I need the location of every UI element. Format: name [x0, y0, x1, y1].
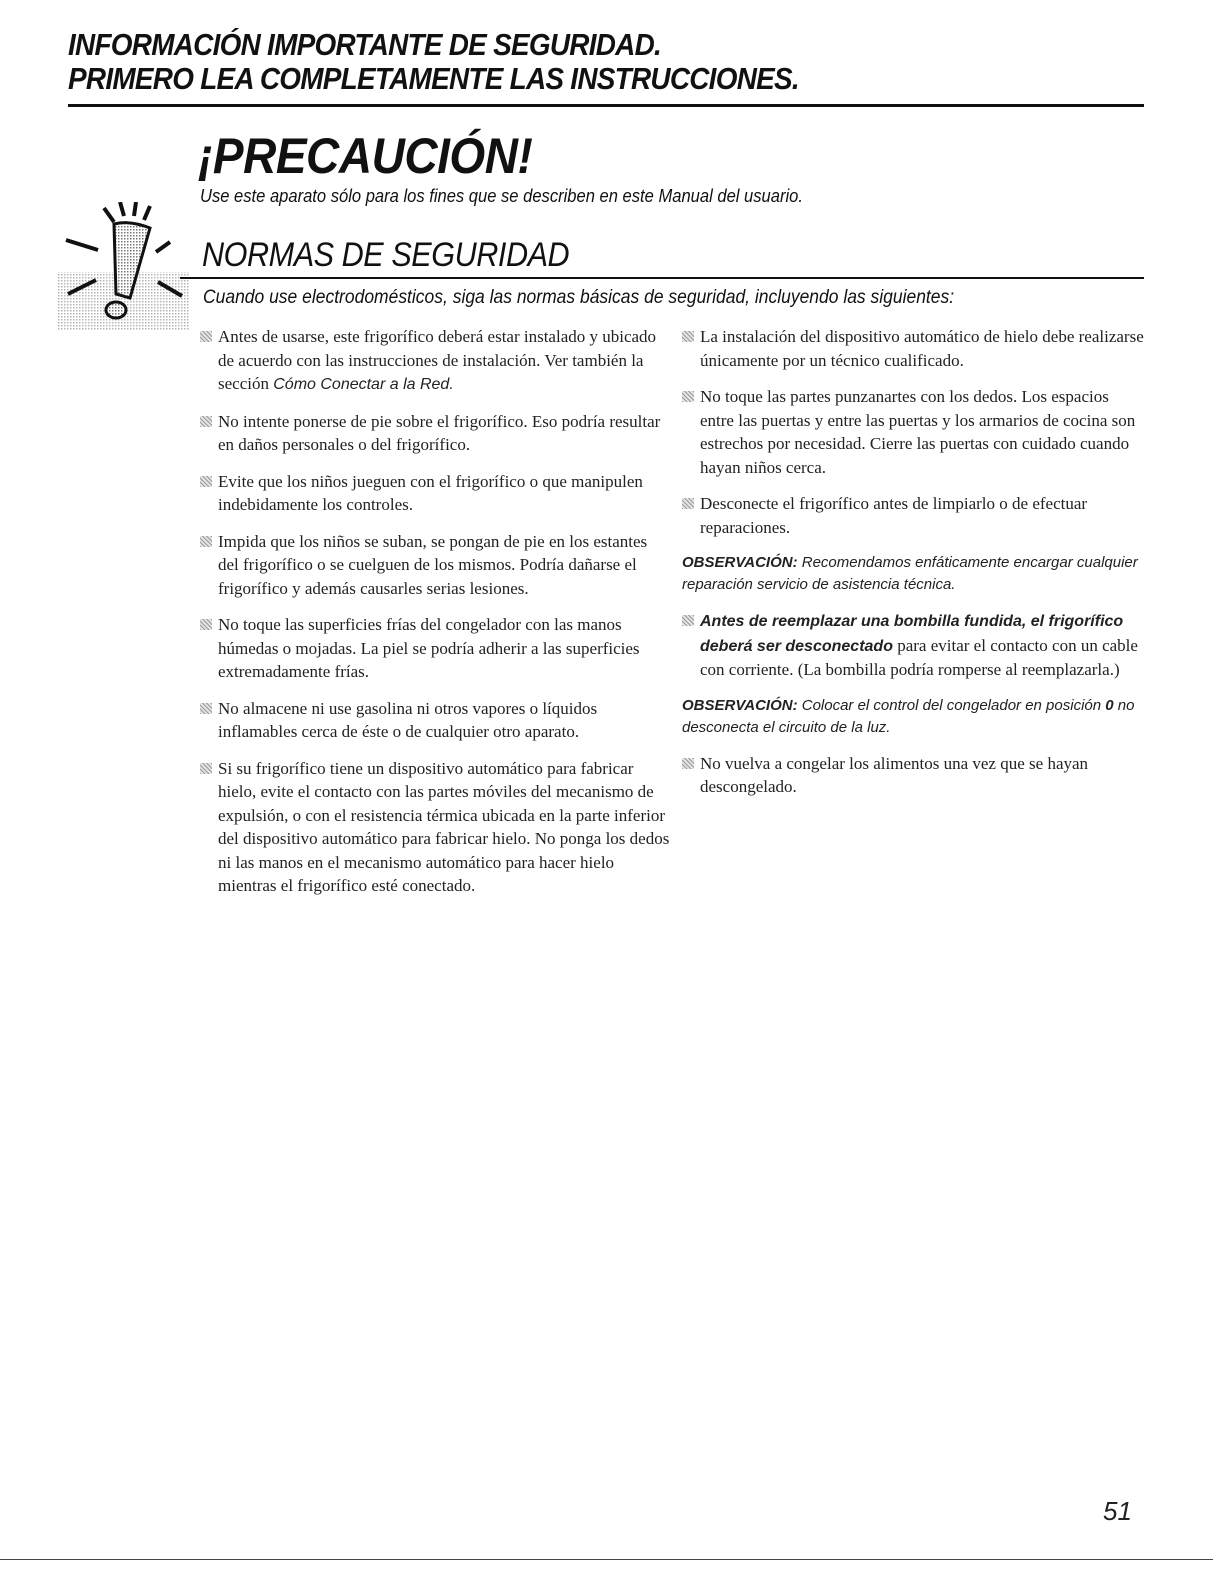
bullet-icon: [200, 703, 212, 714]
list-item: [682, 609, 1144, 682]
precaucion-subtitle: Use este aparato sólo para los fines que se describen en este Manual del usuario.: [200, 186, 803, 206]
list-item: [200, 613, 670, 684]
item-text: La instalación del dispositivo automático de hielo debe realizarse únicamente por un técnico cualificado.: [700, 327, 1144, 370]
header-line-1: INFORMACIÓN IMPORTANTE DE SEGURIDAD.: [68, 27, 662, 62]
item-text: Impida que los niños se suban, se pongan de pie en los estantes del frigorífico o se cuelguen de los mismos. Podría dañarse el frigorífico y además causarles serias lesiones.: [218, 531, 648, 598]
item-text: No vuelva a congelar los alimentos una vez que se hayan descongelado.: [700, 753, 1089, 796]
list-item: [200, 470, 670, 517]
section-reference: Cómo Conectar a la Red.: [273, 376, 454, 393]
list-item: [682, 385, 1144, 479]
header-divider: [68, 104, 1144, 107]
observacion-text: no desconecta el circuito de la luz.: [682, 696, 1135, 736]
list-item: [200, 530, 670, 601]
bullet-icon: [682, 758, 694, 769]
normas-divider: [180, 277, 1144, 279]
item-text: para evitar el contacto con un cable con corriente. (La bombilla podría romperse al reemplazarla.): [700, 635, 1138, 679]
bullet-icon: [200, 416, 212, 427]
observacion-note: [682, 695, 1144, 739]
list-item: [682, 752, 1144, 799]
item-text: Antes de usarse, este frigorífico deberá estar instalado y ubicado de acuerdo con las instrucciones de instalación. Ver también la sección: [218, 327, 657, 393]
bullet-icon: [200, 763, 212, 774]
header-line-2: PRIMERO LEA COMPLETAMENTE LAS INSTRUCCIONES.: [68, 61, 799, 96]
normas-subtitle: Cuando use electrodomésticos, siga las normas básicas de seguridad, incluyendo las siguientes:: [203, 287, 955, 308]
precaucion-title: ¡PRECAUCIÓN!: [198, 128, 533, 184]
item-text: No intente ponerse de pie sobre el frigorífico. Eso podría resultar en daños personales o del frigorífico.: [218, 411, 661, 454]
left-column: [200, 325, 670, 911]
header: [68, 28, 1148, 96]
observacion-label: OBSERVACIÓN:: [682, 554, 798, 571]
page-number: 51: [1103, 1496, 1132, 1526]
bullet-icon: [200, 619, 212, 630]
list-item: [200, 757, 670, 898]
list-item: [200, 697, 670, 744]
observacion-text: Recomendamos enfáticamente encargar cualquier reparación servicio de asistencia técnica.: [682, 554, 1138, 593]
item-bold-text: Antes de reemplazar una bombilla fundida, el frigorífico deberá ser desconectado: [700, 613, 1124, 655]
item-text: No toque las superficies frías del congelador con las manos húmedas o mojadas. La piel se podría adherir a las superficies extremadamente frías.: [218, 615, 640, 681]
bullet-icon: [200, 536, 212, 547]
observacion-text: Colocar el control del congelador en posición: [801, 696, 1102, 714]
bullet-icon: [200, 331, 212, 342]
bottom-divider: [0, 1559, 1213, 1560]
bullet-icon: [682, 331, 694, 342]
bullet-icon: [682, 498, 694, 509]
item-text: Evite que los niños jueguen con el frigorífico o que manipulen indebidamente los controles.: [218, 471, 643, 514]
bullet-icon: [682, 615, 694, 626]
observacion-note: [682, 552, 1144, 596]
item-text: Si su frigorífico tiene un dispositivo automático para fabricar hielo, evite el contacto con las partes móviles del mecanismo de expulsión, o con el resistencia térmica ubicada en la parte inferior del dispositivo automático para fabricar hielo. No ponga los dedos ni las manos en el mecanismo automático para hacer hielo mientras el frigorífico esté conectado.: [218, 758, 670, 895]
observacion-label: OBSERVACIÓN:: [682, 696, 798, 714]
right-column: [682, 325, 1144, 812]
list-item: [682, 325, 1144, 372]
bullet-icon: [200, 476, 212, 487]
item-text: No almacene ni use gasolina ni otros vapores o líquidos inflamables cerca de éste o de cualquier otro aparato.: [218, 698, 598, 741]
item-text: Desconecte el frigorífico antes de limpiarlo o de efectuar reparaciones.: [700, 494, 1088, 537]
warning-exclamation-icon: [58, 202, 190, 332]
position-zero: 0: [1105, 696, 1114, 714]
list-item: [200, 325, 670, 397]
normas-title: NORMAS DE SEGURIDAD: [202, 236, 570, 274]
list-item: [200, 410, 670, 457]
list-item: [682, 492, 1144, 539]
item-text: No toque las partes punzanartes con los dedos. Los espacios entre las puertas y entre las puertas y los armarios de cocina son estrechos por necesidad. Cierre las puertas con cuidado cuando hayan niños cerca.: [700, 387, 1136, 477]
bullet-icon: [682, 391, 694, 402]
